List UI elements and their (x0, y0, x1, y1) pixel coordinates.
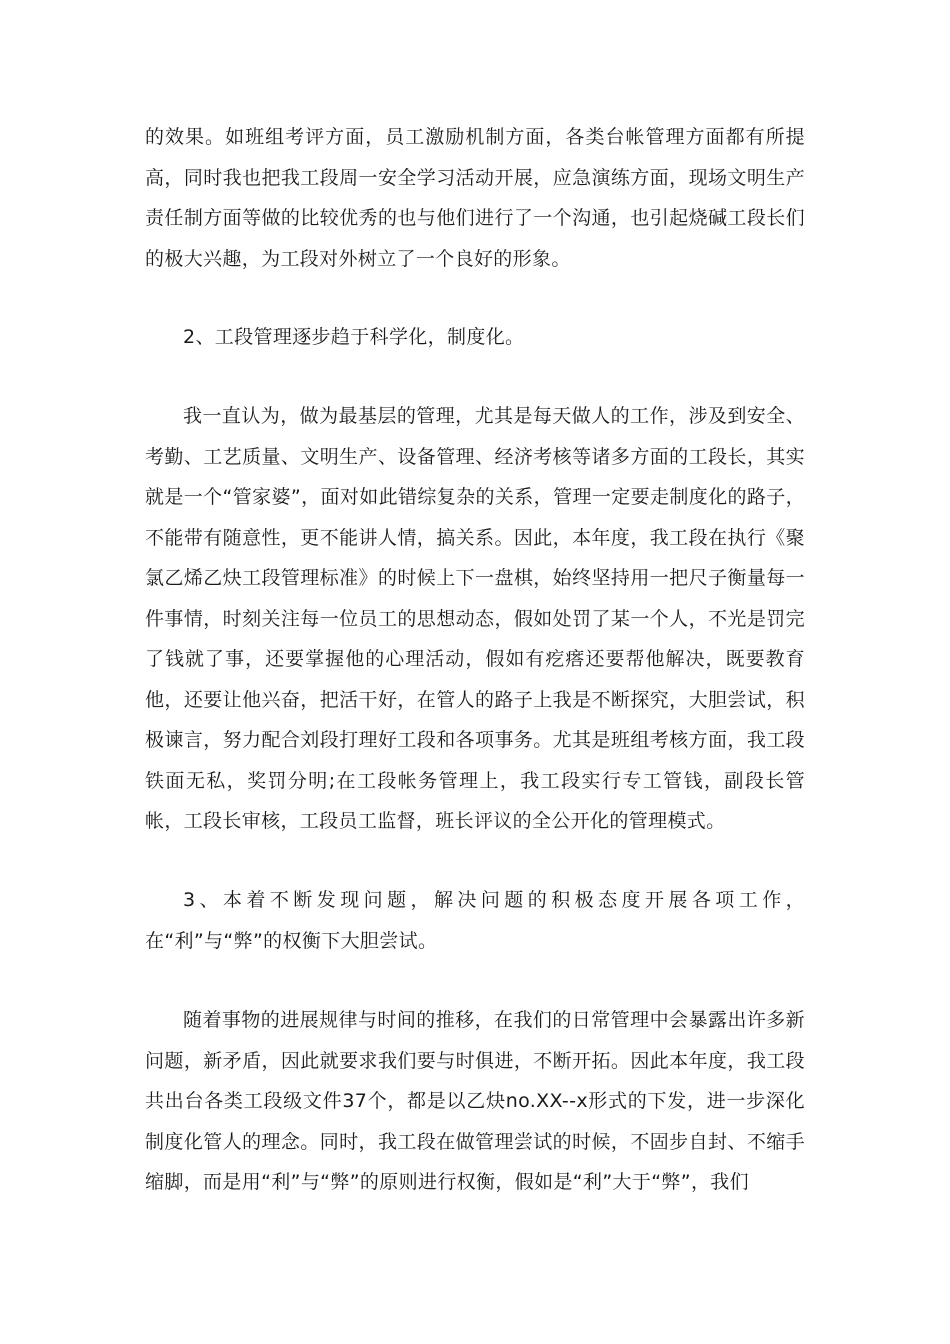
paragraph-3: 我一直认为，做为最基层的管理，尤其是每天做人的工作，涉及到安全、考勤、工艺质量、文明生产、设备管理、经济考核等诸多方面的工段长，其实就是一个“管家婆”，面对如此错综复杂的关系，管理一定要走制度化的路子，不能带有随意性，更不能讲人情，搞关系。因此，本年度，我工段在执行《聚氯乙烯乙炔工段管理标准》的时候上下一盘棋，始终坚持用一把尺子衡量每一件事情，时刻关注每一位员工的思想动态，假如处罚了某一个人，不光是罚完了钱就了事，还要掌握他的心理活动，假如有疙瘩还要帮他解决，既要教育他，还要让他兴奋，把活干好，在管人的路子上我是不断探究，大胆尝试，积极谏言，努力配合刘段打理好工段和各项事务。尤其是班组考核方面，我工段铁面无私，奖罚分明;在工段帐务管理上，我工段实行专工管钱，副段长管帐，工段长审核，工段员工监督，班长评议的全公开化的管理模式。 (145, 405, 805, 832)
paragraph-5: 随着事物的进展规律与时间的推移，在我们的日常管理中会暴露出许多新问题，新矛盾，因此就要求我们要与时俱进，不断开拓。因此本年度，我工段共出台各类工段级文件37个，都是以乙炔no.XX--x形式的下发，进一步深化制度化管人的理念。同时，我工段在做管理尝试的时候，不固步自封、不缩手缩脚，而是用“利”与“弊”的原则进行权衡，假如是“利”大于“弊”，我们 (145, 1009, 805, 1193)
paragraph-1: 的效果。如班组考评方面，员工激励机制方面，各类台帐管理方面都有所提高，同时我也把我工段周一安全学习活动开展，应急演练方面，现场文明生产责任制方面等做的比较优秀的也与他们进行了一个沟通，也引起烧碱工段长们的极大兴趣，为工段对外树立了一个良好的形象。 (145, 126, 805, 270)
paragraph-4-heading: 3、本着不断发现问题，解决问题的积极态度开展各项工作，在“利”与“弊”的权衡下大胆尝试。 (145, 889, 805, 952)
paragraph-2-heading: 2、工段管理逐步趋于科学化，制度化。 (183, 326, 525, 348)
